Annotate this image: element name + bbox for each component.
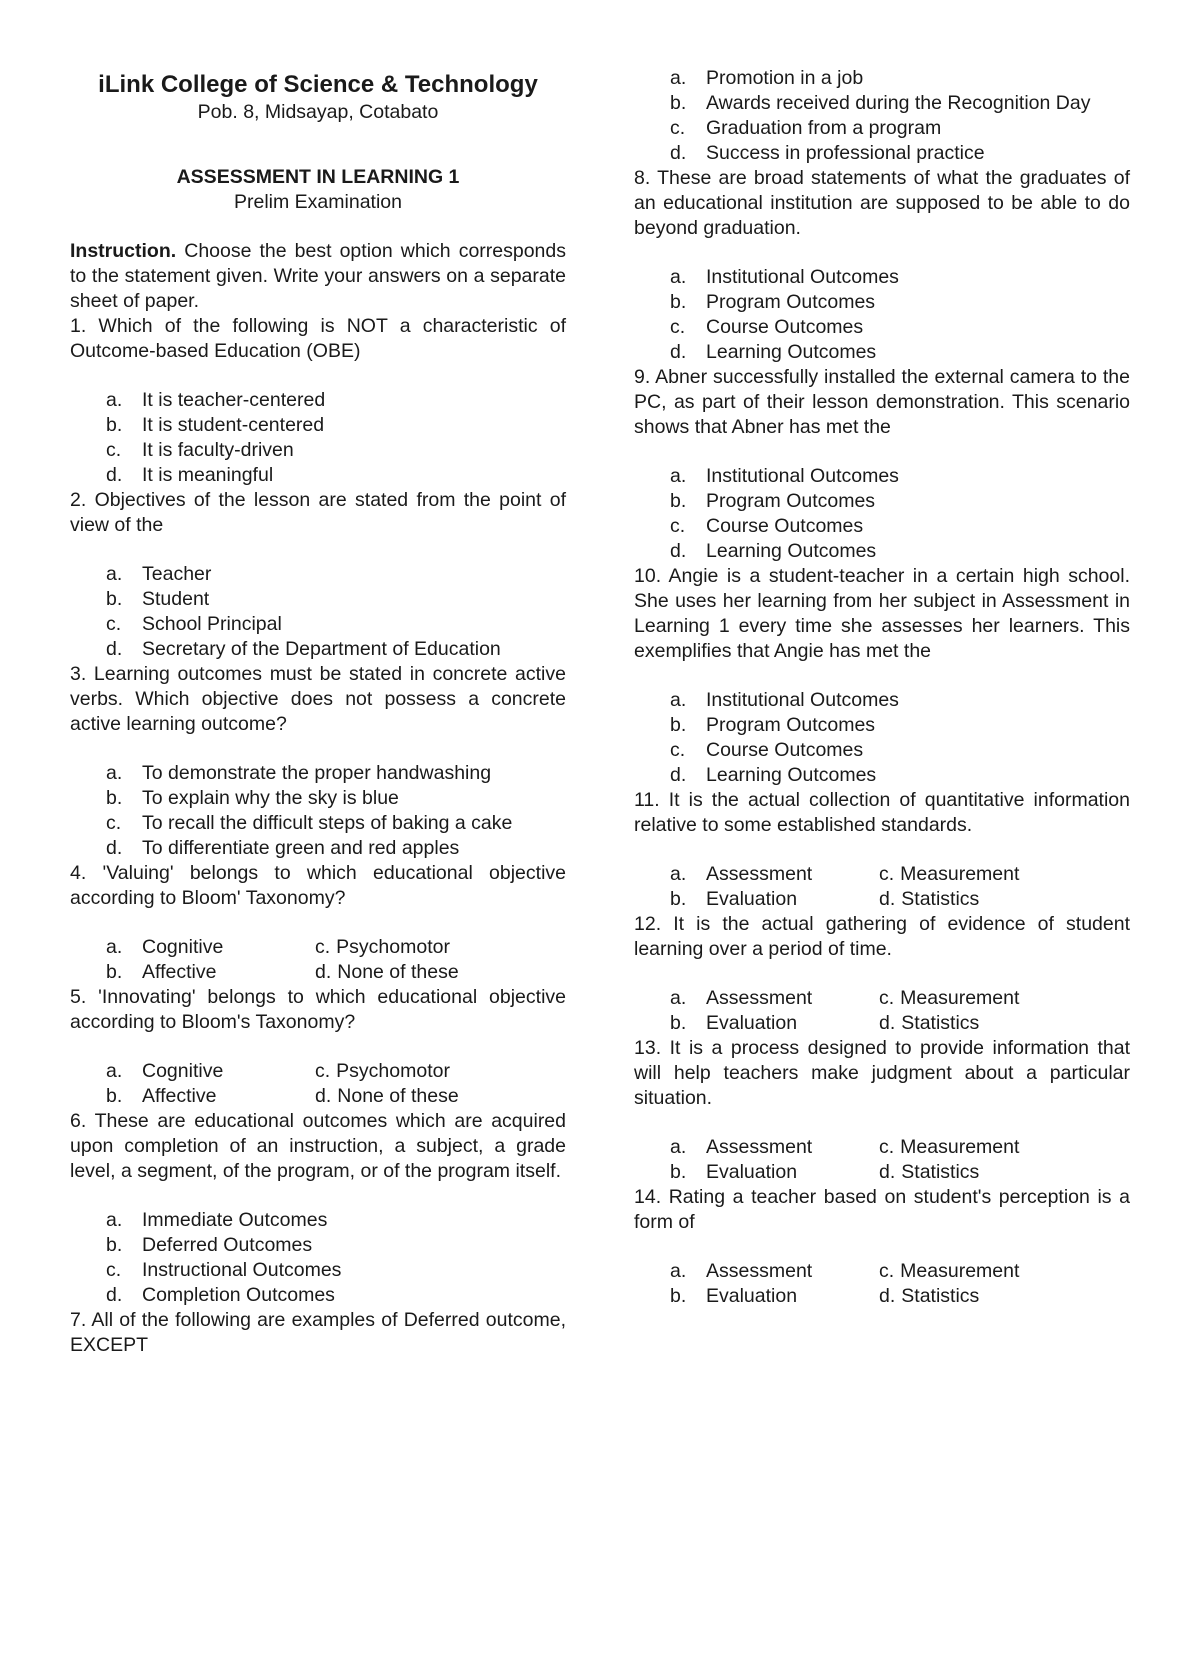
exam-header	[70, 70, 566, 215]
option-text: Program Outcomes	[706, 714, 876, 736]
question-stem: 11. It is the actual collection of quantitative information relative to some established standards.	[634, 789, 1130, 836]
option	[634, 738, 1130, 763]
question-stem: 12. It is the actual gathering of evidence of student learning over a period of time.	[634, 913, 1130, 960]
option	[879, 1135, 1130, 1160]
option-text: Graduation from a program	[706, 117, 942, 139]
question-stem: 1. Which of the following is NOT a characteristic of Outcome-based Education (OBE)	[70, 315, 566, 362]
option-letter: b.	[670, 1012, 687, 1034]
question-stem: 4. 'Valuing' belongs to which educational objective according to Bloom' Taxonomy?	[70, 862, 566, 909]
option-letter: a.	[670, 987, 687, 1009]
option-text: It is faculty-driven	[142, 439, 294, 461]
option-text: Immediate Outcomes	[142, 1209, 328, 1231]
option-letter: c.	[879, 987, 895, 1009]
option	[634, 290, 1130, 315]
option	[634, 1135, 879, 1160]
option-list	[70, 1208, 566, 1308]
option	[70, 562, 566, 587]
option	[634, 265, 1130, 290]
option-letter: b.	[106, 1085, 123, 1107]
question-13	[634, 1036, 1130, 1185]
option-letter: a.	[106, 762, 123, 784]
option	[634, 1160, 879, 1185]
option-letter: a.	[670, 1136, 687, 1158]
option-grid	[70, 1059, 566, 1109]
option-text: Learning Outcomes	[706, 540, 877, 562]
question-stem: 13. It is a process designed to provide information that will help teachers make judgment about a particular situation.	[634, 1037, 1130, 1109]
question-9	[634, 365, 1130, 564]
instruction	[70, 239, 566, 314]
option-letter: c.	[106, 613, 122, 635]
question-stem: 5. 'Innovating' belongs to which educational objective according to Bloom's Taxonomy?	[70, 986, 566, 1033]
option-list	[634, 688, 1130, 788]
option-text: None of these	[337, 1085, 459, 1107]
option-letter: c.	[670, 515, 686, 537]
option-text: School Principal	[142, 613, 282, 635]
question-6	[70, 1109, 566, 1308]
option-text: It is meaningful	[142, 464, 274, 486]
option-text: Measurement	[900, 863, 1020, 885]
option-list	[634, 66, 1130, 166]
option-text: None of these	[337, 961, 459, 983]
option-letter: b.	[670, 1161, 687, 1183]
option	[634, 713, 1130, 738]
option	[315, 1059, 566, 1084]
option-text: Assessment	[706, 1136, 813, 1158]
option-letter: d.	[106, 638, 123, 660]
option	[70, 935, 315, 960]
question-stem: 8. These are broad statements of what the graduates of an educational institution are supposed to be able to do beyond graduation.	[634, 167, 1130, 239]
question-5	[70, 985, 566, 1109]
question-7	[70, 1308, 566, 1358]
option-text: Completion Outcomes	[142, 1284, 335, 1306]
option-text: Assessment	[706, 1260, 813, 1282]
option-text: It is student-centered	[142, 414, 325, 436]
option-letter: d.	[879, 1285, 896, 1307]
option-text: To differentiate green and red apples	[142, 837, 460, 859]
school-address: Pob. 8, Midsayap, Cotabato	[197, 101, 439, 123]
option-letter: b.	[670, 490, 687, 512]
option-letter: b.	[670, 714, 687, 736]
option	[70, 1283, 566, 1308]
question-12	[634, 912, 1130, 1036]
option-letter: d.	[106, 464, 123, 486]
option	[315, 1084, 566, 1109]
option	[634, 1259, 879, 1284]
option-text: Learning Outcomes	[706, 341, 877, 363]
option-letter: d.	[315, 1085, 332, 1107]
option-letter: c.	[670, 739, 686, 761]
option-text: Statistics	[901, 1285, 980, 1307]
option	[70, 612, 566, 637]
option	[70, 413, 566, 438]
question-1	[70, 314, 566, 488]
option-text: Student	[142, 588, 210, 610]
exam-title: ASSESSMENT IN LEARNING 1	[176, 166, 460, 188]
option-text: To demonstrate the proper handwashing	[142, 762, 492, 784]
option-text: Learning Outcomes	[706, 764, 877, 786]
option-letter: d.	[315, 961, 332, 983]
option-letter: c.	[315, 936, 331, 958]
option-letter: a.	[670, 863, 687, 885]
option-letter: c.	[879, 1260, 895, 1282]
option	[70, 637, 566, 662]
option	[634, 340, 1130, 365]
exam-subtitle: Prelim Examination	[234, 191, 402, 213]
option	[879, 1011, 1130, 1036]
option-letter: c.	[106, 812, 122, 834]
option-text: Secretary of the Department of Education	[142, 638, 501, 660]
option	[634, 464, 1130, 489]
instruction-label: Instruction.	[70, 240, 177, 262]
option-letter: a.	[670, 465, 687, 487]
option	[634, 489, 1130, 514]
option	[879, 887, 1130, 912]
option	[70, 1258, 566, 1283]
option-letter: b.	[670, 291, 687, 313]
option	[634, 688, 1130, 713]
option	[634, 315, 1130, 340]
question-stem: 14. Rating a teacher based on student's perception is a form of	[634, 1186, 1130, 1233]
option-letter: a.	[106, 1209, 123, 1231]
option	[634, 887, 879, 912]
option-letter: d.	[106, 1284, 123, 1306]
option-letter: a.	[670, 67, 687, 89]
option	[634, 1011, 879, 1036]
option-letter: c.	[670, 316, 686, 338]
option	[70, 587, 566, 612]
option-text: Institutional Outcomes	[706, 465, 899, 487]
option-letter: d.	[879, 888, 896, 910]
option-letter: a.	[670, 689, 687, 711]
option	[879, 1259, 1130, 1284]
option	[70, 1233, 566, 1258]
option-letter: b.	[106, 787, 123, 809]
option	[879, 862, 1130, 887]
option	[879, 986, 1130, 1011]
option-text: Success in professional practice	[706, 142, 985, 164]
option-letter: c.	[106, 1259, 122, 1281]
option	[315, 960, 566, 985]
option	[70, 388, 566, 413]
option-text: To recall the difficult steps of baking a cake	[142, 812, 513, 834]
option	[634, 116, 1130, 141]
option-text: Psychomotor	[336, 1060, 450, 1082]
option-text: Institutional Outcomes	[706, 266, 899, 288]
option-grid	[634, 1135, 1130, 1185]
option-text: Evaluation	[706, 1285, 798, 1307]
option-text: Promotion in a job	[706, 67, 864, 89]
option-text: Cognitive	[142, 1060, 224, 1082]
instruction-text: Choose the best option which corresponds to the statement given. Write your answers on a separate sheet of paper.	[70, 240, 566, 312]
option-list	[70, 761, 566, 861]
option-letter: a.	[106, 563, 123, 585]
question-2	[70, 488, 566, 662]
option-letter: d.	[879, 1161, 896, 1183]
option-letter: d.	[670, 341, 687, 363]
option-text: Program Outcomes	[706, 490, 876, 512]
option	[634, 141, 1130, 166]
option	[634, 1284, 879, 1309]
option-list	[70, 388, 566, 488]
option-grid	[634, 1259, 1130, 1309]
option	[70, 836, 566, 861]
option-text: Measurement	[900, 1136, 1020, 1158]
option	[634, 514, 1130, 539]
option-letter: a.	[670, 1260, 687, 1282]
option-letter: d.	[670, 142, 687, 164]
option	[70, 438, 566, 463]
right-column	[634, 66, 1130, 1309]
question-stem: 3. Learning outcomes must be stated in concrete active verbs. Which objective does not possess a concrete active learning outcome?	[70, 663, 566, 735]
option	[70, 463, 566, 488]
option-letter: c.	[879, 863, 895, 885]
question-3	[70, 662, 566, 861]
option-text: Assessment	[706, 863, 813, 885]
option-list	[70, 562, 566, 662]
option-letter: a.	[106, 389, 123, 411]
option	[315, 935, 566, 960]
option-text: Course Outcomes	[706, 515, 864, 537]
option-grid	[634, 862, 1130, 912]
question-14	[634, 1185, 1130, 1309]
question-10	[634, 564, 1130, 788]
option-text: Teacher	[142, 563, 212, 585]
option-letter: b.	[670, 92, 687, 114]
option	[70, 1208, 566, 1233]
option	[70, 761, 566, 786]
question-stem: 2. Objectives of the lesson are stated from the point of view of the	[70, 489, 566, 536]
option-text: Evaluation	[706, 1161, 798, 1183]
option	[634, 763, 1130, 788]
question-stem: 9. Abner successfully installed the external camera to the PC, as part of their lesson demonstration. This scenario shows that Abner has met the	[634, 366, 1130, 438]
option-text: Psychomotor	[336, 936, 450, 958]
option-grid	[70, 935, 566, 985]
option-letter: b.	[670, 1285, 687, 1307]
option-text: Affective	[142, 1085, 217, 1107]
option-text: Assessment	[706, 987, 813, 1009]
left-column	[70, 66, 566, 1358]
option	[879, 1160, 1130, 1185]
option-grid	[634, 986, 1130, 1036]
option	[634, 91, 1130, 116]
option	[70, 1059, 315, 1084]
option-letter: c.	[315, 1060, 331, 1082]
option-text: Statistics	[901, 1012, 980, 1034]
option-text: Cognitive	[142, 936, 224, 958]
option-text: Instructional Outcomes	[142, 1259, 342, 1281]
option-letter: b.	[106, 1234, 123, 1256]
option-text: Course Outcomes	[706, 739, 864, 761]
option-list	[634, 265, 1130, 365]
question-stem: 7. All of the following are examples of Deferred outcome, EXCEPT	[70, 1309, 566, 1356]
option-letter: b.	[106, 961, 123, 983]
option	[634, 862, 879, 887]
option	[634, 986, 879, 1011]
school-name: iLink College of Science & Technology	[98, 71, 538, 98]
option	[70, 960, 315, 985]
option-letter: c.	[106, 439, 122, 461]
option-letter: a.	[670, 266, 687, 288]
option-text: To explain why the sky is blue	[142, 787, 399, 809]
option-letter: a.	[106, 1060, 123, 1082]
option	[634, 66, 1130, 91]
option-text: Evaluation	[706, 888, 798, 910]
option-letter: d.	[879, 1012, 896, 1034]
option-text: Affective	[142, 961, 217, 983]
question-4	[70, 861, 566, 985]
option-text: Measurement	[900, 987, 1020, 1009]
option-text: Evaluation	[706, 1012, 798, 1034]
option-text: It is teacher-centered	[142, 389, 326, 411]
option-text: Institutional Outcomes	[706, 689, 899, 711]
option-letter: b.	[106, 414, 123, 436]
option-letter: d.	[106, 837, 123, 859]
option-text: Deferred Outcomes	[142, 1234, 313, 1256]
option-text: Measurement	[900, 1260, 1020, 1282]
option-letter: d.	[670, 764, 687, 786]
option-text: Statistics	[901, 1161, 980, 1183]
option-letter: c.	[879, 1136, 895, 1158]
option-text: Awards received during the Recognition Day	[706, 92, 1091, 114]
option-letter: a.	[106, 936, 123, 958]
option-list	[634, 464, 1130, 564]
option-letter: d.	[670, 540, 687, 562]
question-stem: 10. Angie is a student-teacher in a certain high school. She uses her learning from her subject in Assessment in Learning 1 every time she assesses her learners. This exemplifies that Angie has met the	[634, 565, 1130, 662]
question-stem: 6. These are educational outcomes which are acquired upon completion of an instruction, a subject, a grade level, a segment, of the program, or of the program itself.	[70, 1110, 566, 1182]
option-letter: b.	[106, 588, 123, 610]
option-text: Program Outcomes	[706, 291, 876, 313]
option	[70, 786, 566, 811]
option-letter: c.	[670, 117, 686, 139]
option-letter: b.	[670, 888, 687, 910]
option	[70, 1084, 315, 1109]
option	[634, 539, 1130, 564]
question-8	[634, 166, 1130, 365]
question-11	[634, 788, 1130, 912]
option	[879, 1284, 1130, 1309]
option	[70, 811, 566, 836]
option-text: Course Outcomes	[706, 316, 864, 338]
option-text: Statistics	[901, 888, 980, 910]
